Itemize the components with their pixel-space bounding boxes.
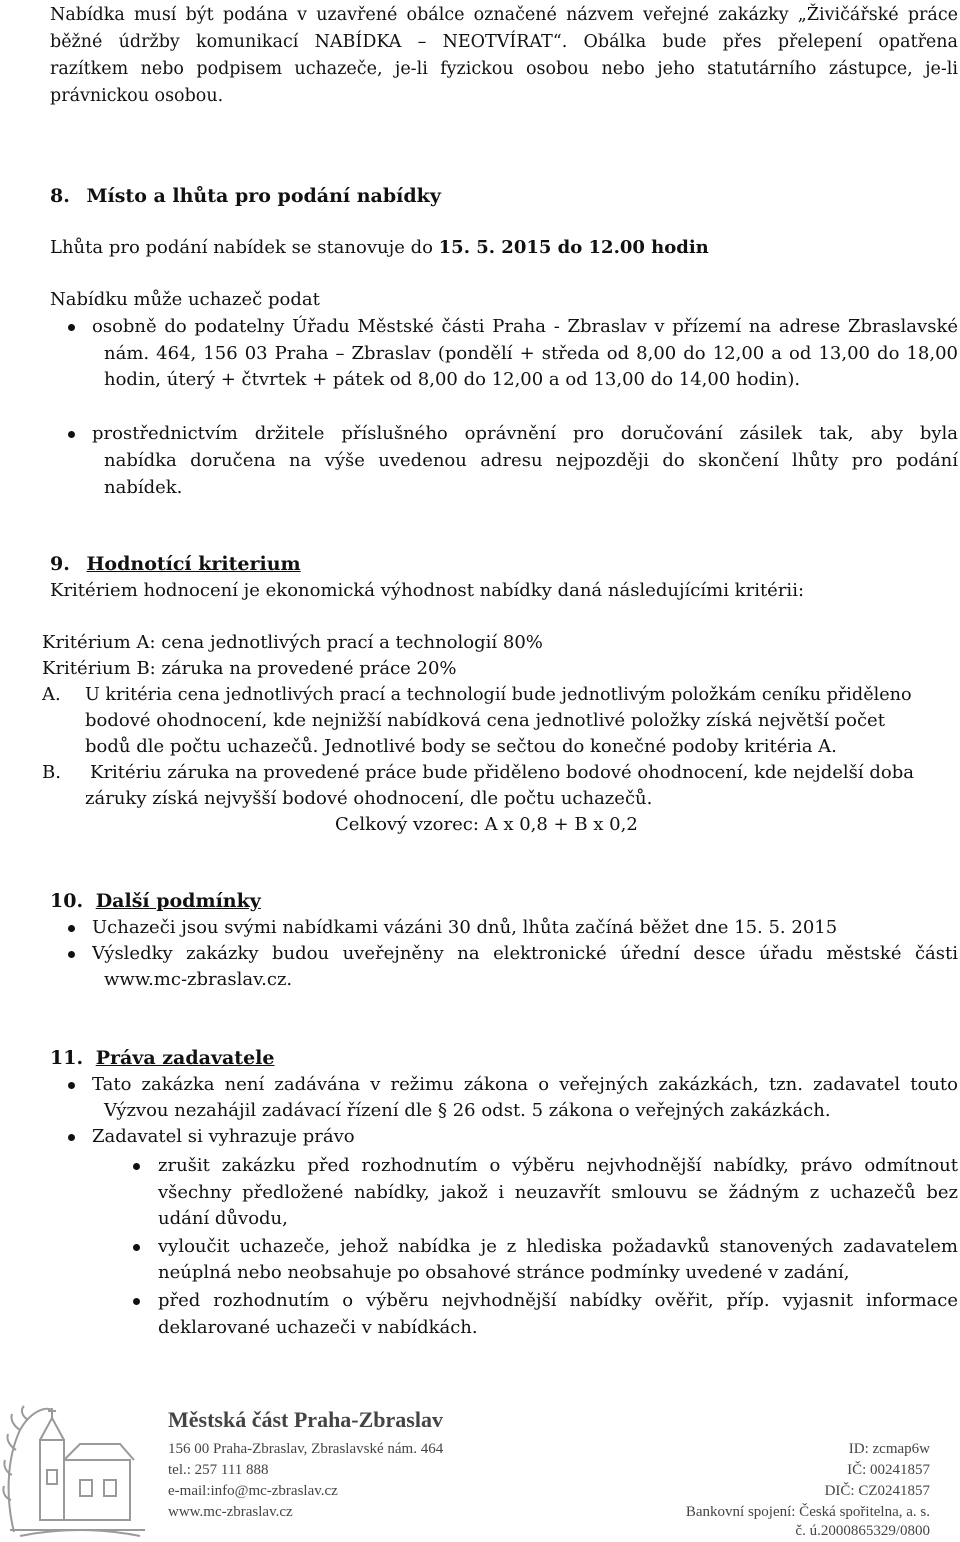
s8-bullet-2-line-1: prostřednictvím držitele příslušného oprávnění pro doručování zásilek tak, aby byla	[92, 423, 958, 444]
bullet-icon	[68, 951, 75, 958]
criterion-b: Kritérium B: záruka na provedené práce 20%	[42, 658, 457, 679]
bullet-icon	[68, 1134, 75, 1141]
section-10-number: 10.	[50, 890, 84, 912]
sub-bullet-icon	[133, 1163, 140, 1170]
s8-bullet-1-line-1: osobně do podatelny Úřadu Městské části Praha - Zbraslav v přízemí na adrese Zbraslavské	[92, 316, 958, 337]
bullet-icon	[68, 324, 75, 331]
section-8-number: 8.	[50, 185, 70, 207]
s11-sub-2-line-2: neúplná nebo neobsahuje po obsahové stránce podmínky uvedené v zadání,	[158, 1262, 850, 1283]
criterion-b-line-1: Kritériu záruka na provedené práce bude přiděleno bodové ohodnocení, kde nejdelší doba	[90, 762, 914, 783]
s11-sub-1-line-1: zrušit zakázku před rozhodnutím o výběru nejvhodnější nabídky, právo odmítnout	[158, 1155, 958, 1176]
total-formula: Celkový vzorec: A x 0,8 + B x 0,2	[335, 814, 638, 835]
criterion-a-label: A.	[42, 684, 61, 705]
footer-phone: tel.: 257 111 888	[168, 1462, 269, 1478]
bullet-icon	[68, 925, 75, 932]
footer-email: e-mail:info@mc-zbraslav.cz	[168, 1483, 338, 1499]
footer-website: www.mc-zbraslav.cz	[168, 1504, 293, 1520]
s11-sub-2-line-1: vyloučit uchazeče, jehož nabídka je z hlediska požadavků stanovených zadavatelem	[158, 1236, 958, 1257]
criterion-a-line-2: bodové ohodnocení, kde nejnižší nabídková cena jednotlivé položky získá největší počet	[85, 710, 885, 731]
section-8-title: Místo a lhůta pro podání nabídky	[86, 185, 441, 207]
section-10-heading	[50, 888, 261, 914]
s8-bullet-1-line-2: nám. 464, 156 03 Praha – Zbraslav (pondělí + středa od 8,00 do 12,00 a od 13,00 do 18,00	[104, 343, 958, 364]
s11-bullet-1-line-1: Tato zakázka není zadávána v režimu zákona o veřejných zakázkách, tzn. zadavatel touto	[92, 1074, 958, 1095]
footer-ico: IČ: 00241857	[847, 1462, 930, 1478]
section-8-heading	[50, 183, 441, 209]
criteria-intro: Kritériem hodnocení je ekonomická výhodnost nabídky daná následujícími kritérii:	[50, 580, 805, 601]
bullet-icon	[68, 1082, 75, 1089]
footer-bank: Bankovní spojení: Česká spořitelna, a. s.	[685, 1504, 930, 1520]
church-logo-icon	[0, 1400, 155, 1542]
s11-sub-3-line-1: před rozhodnutím o výběru nejvhodnější nabídky ověřit, příp. vyjasnit informace	[158, 1290, 958, 1311]
intro-line-3: razítkem nebo podpisem uchazeče, je-li fyzickou osobou nebo jeho statutárního zástupce, je-li	[50, 59, 958, 79]
bullet-icon	[68, 431, 75, 438]
section-11-title: Práva zadavatele	[95, 1047, 275, 1069]
s8-bullet-2-line-2: nabídka doručena na výše uvedenou adresu nejpozději do skončení lhůty pro podání	[104, 450, 958, 471]
footer-address: 156 00 Praha-Zbraslav, Zbraslavské nám. 464	[168, 1441, 444, 1457]
criterion-b-line-2: záruky získá nejvyšší bodové ohodnocení, dle počtu uchazečů.	[85, 788, 653, 809]
section-9-number: 9.	[50, 553, 70, 575]
criterion-a: Kritérium A: cena jednotlivých prací a technologií 80%	[42, 632, 543, 653]
sub-bullet-icon	[133, 1298, 140, 1305]
deadline-prefix: Lhůta pro podání nabídek se stanovuje do	[50, 237, 439, 258]
deadline-value: 15. 5. 2015 do 12.00 hodin	[438, 237, 709, 258]
footer-dic: DIČ: CZ0241857	[824, 1483, 930, 1499]
footer-data-box-id: ID: zcmap6w	[848, 1441, 930, 1457]
footer-account: č. ú.2000865329/0800	[795, 1523, 930, 1539]
criterion-a-line-3: bodů dle počtu uchazečů. Jednotlivé body se sečtou do konečné podoby kritéria A.	[85, 736, 837, 757]
s10-bullet-2-line-2: www.mc-zbraslav.cz.	[104, 969, 293, 990]
deadline-line	[50, 235, 709, 261]
s10-bullet-2-line-1: Výsledky zakázky budou uveřejněny na elektronické úřední desce úřadu městské části	[92, 943, 958, 964]
s11-sub-1-line-3: udání důvodu,	[158, 1208, 288, 1229]
s10-bullet-1: Uchazeči jsou svými nabídkami vázáni 30 dnů, lhůta začíná běžet dne 15. 5. 2015	[92, 917, 838, 938]
section-9-heading	[50, 551, 301, 577]
section-9-title: Hodnotící kriterium	[86, 553, 301, 575]
submit-intro: Nabídku může uchazeč podat	[50, 289, 320, 310]
footer-org-name: Městská část Praha-Zbraslav	[168, 1407, 443, 1432]
s11-bullet-2: Zadavatel si vyhrazuje právo	[92, 1126, 355, 1147]
intro-line-4: právnickou osobou.	[50, 86, 224, 106]
intro-line-2: běžné údržby komunikací NABÍDKA – NEOTVÍRAT“. Obálka bude přes přelepení opatřena	[50, 32, 958, 52]
criterion-a-line-1: U kritéria cena jednotlivých prací a technologií bude jednotlivým položkám ceníku přiděleno	[85, 685, 912, 705]
intro-line-1: Nabídka musí být podána v uzavřené obálce označené názvem veřejné zakázky „Živičářské práce	[50, 5, 958, 25]
section-11-number: 11.	[50, 1047, 84, 1069]
section-11-heading	[50, 1045, 274, 1071]
s11-sub-3-line-2: deklarované uchazeči v nabídkách.	[158, 1317, 478, 1338]
s11-bullet-1-line-2: Výzvou nezahájil zadávací řízení dle § 26 odst. 5 zákona o veřejných zakázkách.	[104, 1100, 831, 1121]
s8-bullet-1-line-3: hodin, úterý + čtvrtek + pátek od 8,00 do 12,00 a od 13,00 do 14,00 hodin).	[104, 369, 801, 390]
s11-sub-1-line-2: všechny předložené nabídky, jakož i neuzavřít smlouvu se žádným z uchazečů bez	[158, 1182, 958, 1203]
s8-bullet-2-line-3: nabídek.	[104, 477, 183, 498]
criterion-b-label: B.	[42, 762, 61, 783]
sub-bullet-icon	[133, 1244, 140, 1251]
section-10-title: Další podmínky	[95, 890, 261, 912]
